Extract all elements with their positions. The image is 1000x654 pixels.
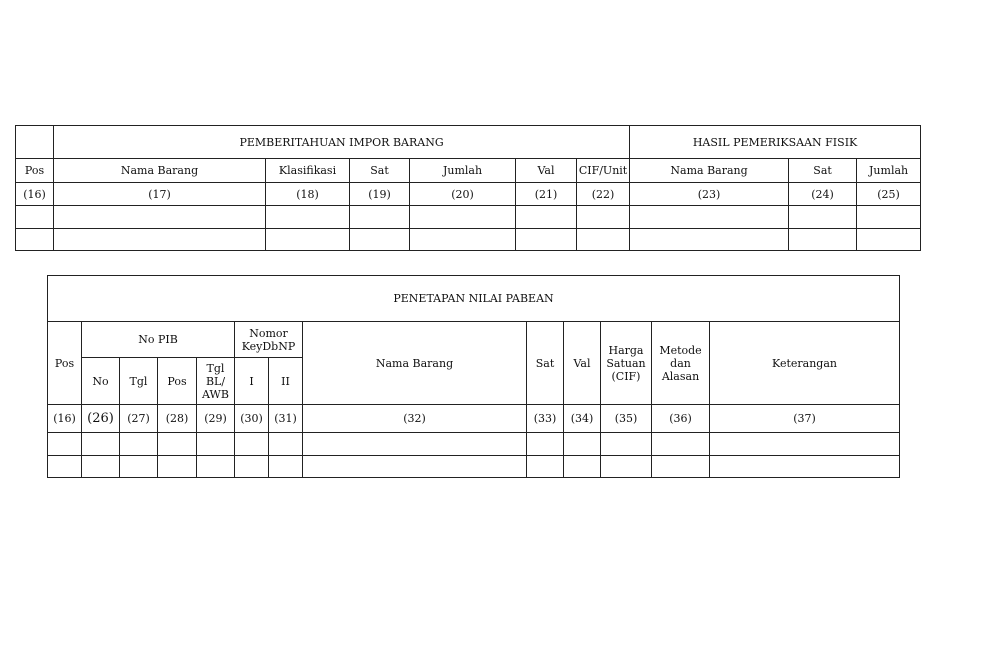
header-tgl-bl-awb: Tgl BL/ AWB [197, 358, 235, 405]
empty-cell[interactable] [601, 456, 652, 478]
empty-cell[interactable] [630, 229, 789, 251]
header-keydbnp-i: I [235, 358, 269, 405]
hasil-pemeriksaan-title: HASIL PEMERIKSAAN FISIK [630, 126, 921, 159]
table2-empty-row [48, 456, 900, 478]
number-cell: (16) [48, 405, 82, 433]
penetapan-title: PENETAPAN NILAI PABEAN [48, 276, 900, 322]
empty-cell[interactable] [235, 456, 269, 478]
empty-cell[interactable] [120, 456, 158, 478]
empty-cell[interactable] [269, 456, 303, 478]
empty-cell[interactable] [266, 229, 350, 251]
header-metode-dan-alasan: Metode dan Alasan [652, 322, 710, 405]
empty-cell[interactable] [350, 229, 410, 251]
empty-cell[interactable] [789, 229, 857, 251]
table1-empty-row [16, 229, 921, 251]
empty-cell[interactable] [652, 456, 710, 478]
empty-cell[interactable] [710, 433, 900, 456]
table2-header-row-1 [48, 322, 900, 358]
empty-cell[interactable] [158, 433, 197, 456]
empty-cell[interactable] [303, 433, 527, 456]
header-jumlah-fisik: Jumlah [857, 159, 921, 183]
table2-empty-row [48, 433, 900, 456]
empty-cell[interactable] [197, 456, 235, 478]
header-pib-pos: Pos [158, 358, 197, 405]
number-cell: (32) [303, 405, 527, 433]
header-no-pib: No PIB [82, 322, 235, 358]
header-val: Val [564, 322, 601, 405]
empty-cell[interactable] [564, 456, 601, 478]
number-cell: (27) [120, 405, 158, 433]
header-keterangan: Keterangan [710, 322, 900, 405]
blank-cell [16, 126, 54, 159]
header-cif-unit: CIF/Unit [577, 159, 630, 183]
header-sat: Sat [350, 159, 410, 183]
header-jumlah: Jumlah [410, 159, 516, 183]
empty-cell[interactable] [16, 206, 54, 229]
number-cell: (22) [577, 183, 630, 206]
number-cell: (24) [789, 183, 857, 206]
header-val: Val [516, 159, 577, 183]
number-cell: (17) [54, 183, 266, 206]
header-keydbnp-ii: II [269, 358, 303, 405]
number-cell: (37) [710, 405, 900, 433]
number-cell: (19) [350, 183, 410, 206]
empty-cell[interactable] [82, 433, 120, 456]
number-cell: (29) [197, 405, 235, 433]
empty-cell[interactable] [158, 456, 197, 478]
pemberitahuan-title: PEMBERITAHUAN IMPOR BARANG [54, 126, 630, 159]
empty-cell[interactable] [303, 456, 527, 478]
header-klasifikasi: Klasifikasi [266, 159, 350, 183]
number-cell: (16) [16, 183, 54, 206]
header-nama-barang: Nama Barang [303, 322, 527, 405]
number-cell: (30) [235, 405, 269, 433]
number-cell: (28) [158, 405, 197, 433]
number-cell: (36) [652, 405, 710, 433]
empty-cell[interactable] [82, 456, 120, 478]
number-cell: (33) [527, 405, 564, 433]
empty-cell[interactable] [527, 433, 564, 456]
empty-cell[interactable] [516, 206, 577, 229]
empty-cell[interactable] [710, 456, 900, 478]
empty-cell[interactable] [516, 229, 577, 251]
number-cell: (25) [857, 183, 921, 206]
header-sat: Sat [527, 322, 564, 405]
number-cell: (34) [564, 405, 601, 433]
empty-cell[interactable] [410, 206, 516, 229]
number-cell: (20) [410, 183, 516, 206]
header-pos: Pos [16, 159, 54, 183]
table2-number-row [48, 405, 900, 433]
empty-cell[interactable] [269, 433, 303, 456]
empty-cell[interactable] [266, 206, 350, 229]
header-nama-barang-fisik: Nama Barang [630, 159, 789, 183]
number-cell: (23) [630, 183, 789, 206]
empty-cell[interactable] [652, 433, 710, 456]
table1-header-row [16, 159, 921, 183]
empty-cell[interactable] [16, 229, 54, 251]
empty-cell[interactable] [630, 206, 789, 229]
empty-cell[interactable] [197, 433, 235, 456]
table1-number-row [16, 183, 921, 206]
pemberitahuan-impor-table [15, 125, 921, 251]
number-cell: (31) [269, 405, 303, 433]
empty-cell[interactable] [410, 229, 516, 251]
table2-title-row [48, 276, 900, 322]
header-no: No [82, 358, 120, 405]
empty-cell[interactable] [577, 206, 630, 229]
header-nama-barang: Nama Barang [54, 159, 266, 183]
header-pos: Pos [48, 322, 82, 405]
empty-cell[interactable] [120, 433, 158, 456]
header-tgl: Tgl [120, 358, 158, 405]
empty-cell[interactable] [235, 433, 269, 456]
number-cell: (26) [82, 405, 120, 433]
empty-cell[interactable] [54, 229, 266, 251]
empty-cell[interactable] [54, 206, 266, 229]
empty-cell[interactable] [564, 433, 601, 456]
number-cell: (35) [601, 405, 652, 433]
empty-cell[interactable] [48, 433, 82, 456]
penetapan-nilai-pabean-table [47, 275, 900, 478]
number-cell: (18) [266, 183, 350, 206]
empty-cell[interactable] [601, 433, 652, 456]
empty-cell[interactable] [789, 206, 857, 229]
empty-cell[interactable] [857, 206, 921, 229]
number-cell: (21) [516, 183, 577, 206]
empty-cell[interactable] [350, 206, 410, 229]
empty-cell[interactable] [577, 229, 630, 251]
empty-cell[interactable] [857, 229, 921, 251]
header-sat-fisik: Sat [789, 159, 857, 183]
table1-empty-row [16, 206, 921, 229]
empty-cell[interactable] [48, 456, 82, 478]
table1-title-row [16, 126, 921, 159]
header-harga-satuan: Harga Satuan (CIF) [601, 322, 652, 405]
header-nomor-keydbnp: Nomor KeyDbNP [235, 322, 303, 358]
empty-cell[interactable] [527, 456, 564, 478]
